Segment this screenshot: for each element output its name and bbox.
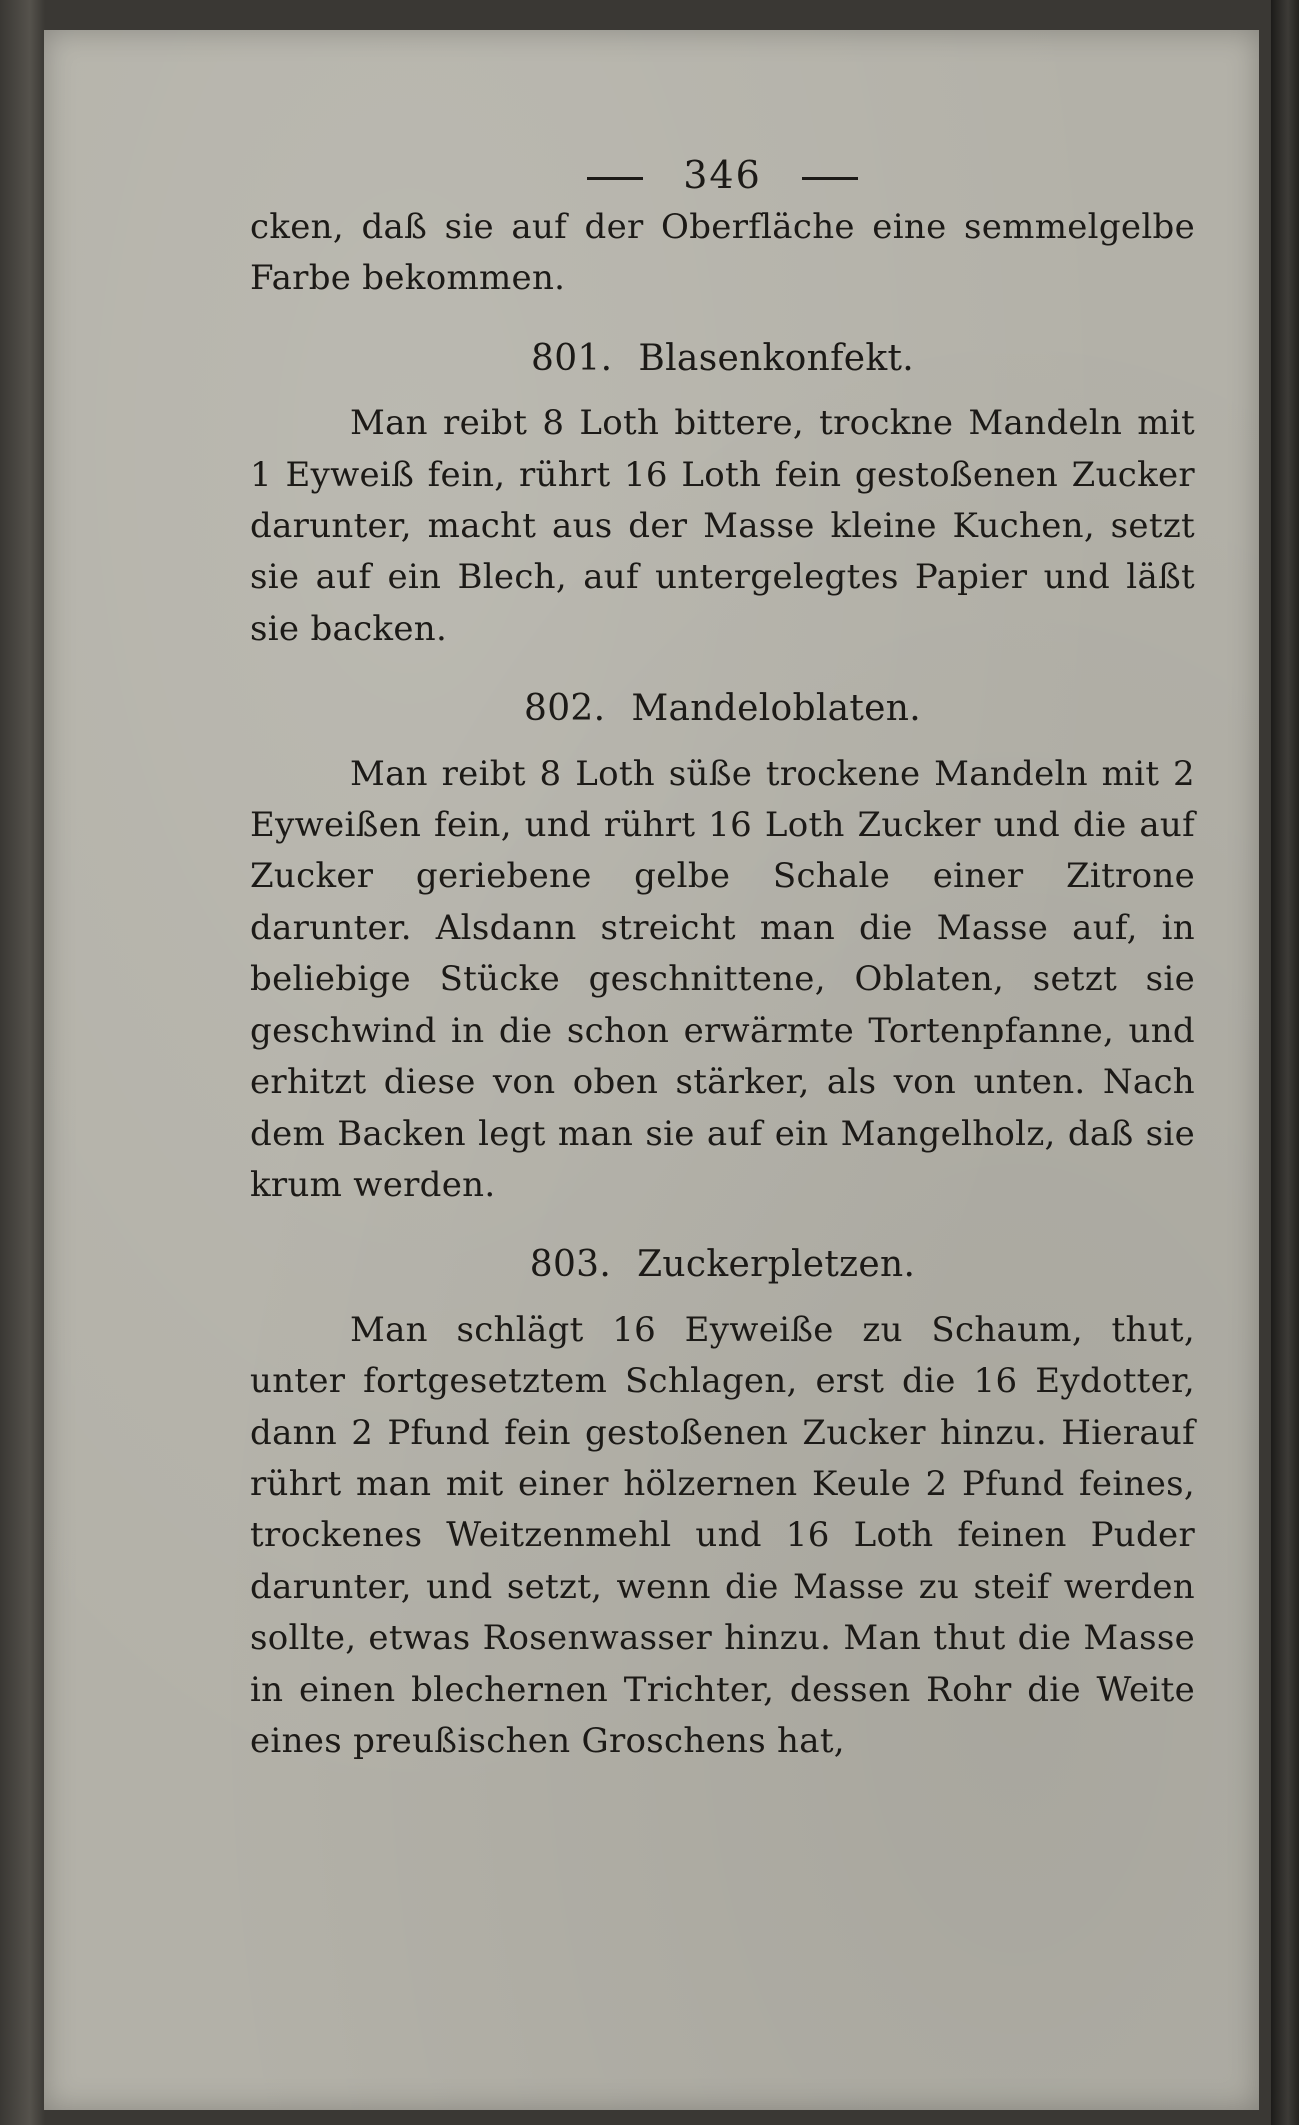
dash-left (587, 177, 643, 180)
page-number: 346 (683, 153, 762, 197)
page-number-line (250, 150, 1195, 202)
recipe-802-title: Mandeloblaten. (631, 688, 922, 730)
recipe-801-number: 801. (531, 337, 613, 379)
dash-right (802, 177, 858, 180)
recipe-803-heading (250, 1239, 1195, 1290)
recipe-802-heading (250, 683, 1195, 734)
recipe-802-text: Man reibt 8 Loth süße trockene Mandeln mit 2 Eyweißen fein, und rührt 16 Loth Zucker und die auf Zucker geriebene gelbe Schale einer Zitrone darunter. Alsdann streicht man die Masse auf, in beliebige Stücke geschnittene, Oblaten, setzt sie geschwind in die schon erwärmte Tortenpfanne, und erhitzt diese von oben stärker, als von unten. Nach dem Backen legt man sie auf ein Mangelholz, daß sie krum werden. (250, 753, 1195, 1205)
recipe-803-title: Zuckerpletzen. (637, 1244, 916, 1286)
continuation-paragraph: cken, daß sie auf der Oberfläche eine semmelgelbe Farbe bekommen. (250, 207, 1195, 299)
recipe-803-text: Man schlägt 16 Eyweiße zu Schaum, thut, unter fortgesetztem Schlagen, erst die 16 Eydotter, dann 2 Pfund fein gestoßenen Zucker hinzu. Hierauf rührt man mit einer hölzernen Keule 2 Pfund feines, trockenes Weitzenmehl und 16 Loth feinen Puder darunter, und setzt, wenn die Masse zu steif werden sollte, etwas Rosenwasser hinzu. Man thut die Masse in einen blechernen Trichter, dessen Rohr die Weite eines preußischen Groschens hat, (250, 1309, 1195, 1761)
recipe-802-number: 802. (523, 688, 606, 730)
recipe-801-title: Blasenkonfekt. (638, 337, 914, 379)
recipe-801-text: Man reibt 8 Loth bittere, trockne Mandeln mit 1 Eyweiß fein, rührt 16 Loth fein gestoßenen Zucker darunter, macht aus der Masse kleine Kuchen, setzt sie auf ein Blech, auf untergelegtes Papier und läßt sie backen. (250, 403, 1195, 649)
recipe-801-heading (250, 333, 1195, 384)
recipe-803-number: 803. (529, 1244, 612, 1286)
page-text (250, 150, 1195, 1767)
book-edge (1271, 0, 1299, 2125)
